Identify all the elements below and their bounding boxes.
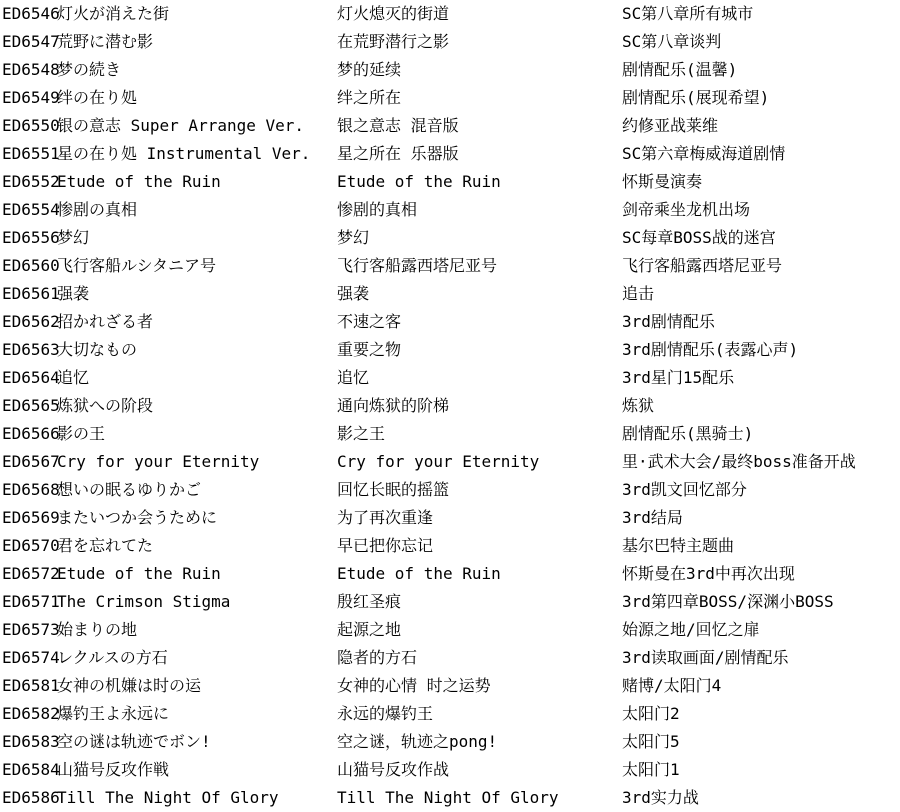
chinese-title: 女神的心情 时之运势 — [337, 676, 491, 695]
note: 太阳门5 — [622, 732, 680, 751]
chinese-title: Etude of the Ruin — [337, 172, 501, 191]
note: 太阳门2 — [622, 704, 680, 723]
japanese-title: 飞行客船ルシタニア号 — [57, 256, 216, 275]
chinese-title: 为了再次重逢 — [337, 508, 434, 527]
table-row — [2, 728, 900, 756]
japanese-title: 星の在り処 Instrumental Ver. — [57, 144, 311, 163]
japanese-title: またいつか会うために — [57, 508, 218, 527]
note: 剧情配乐(温馨) — [622, 60, 738, 79]
note: 追击 — [622, 284, 655, 303]
japanese-title: 始まりの地 — [57, 620, 138, 639]
track-id: ED6568 — [2, 480, 60, 499]
chinese-title: 梦的延续 — [337, 60, 402, 79]
japanese-title: 荒野に潜む影 — [57, 32, 154, 51]
table-row — [2, 336, 900, 364]
table-row — [2, 252, 900, 280]
japanese-title: 招かれざる者 — [57, 312, 154, 331]
table-row — [2, 672, 900, 700]
note: 炼狱 — [622, 396, 655, 415]
chinese-title: 殷红圣痕 — [337, 592, 402, 611]
japanese-title: Till The Night Of Glory — [57, 788, 279, 807]
chinese-title: 梦幻 — [337, 228, 370, 247]
japanese-title: 炼狱への阶段 — [57, 396, 154, 415]
note: 剧情配乐(展现希望) — [622, 88, 770, 107]
track-id: ED6581 — [2, 676, 60, 695]
track-id: ED6583 — [2, 732, 60, 751]
chinese-title: 早已把你忘记 — [337, 536, 434, 555]
track-id: ED6563 — [2, 340, 60, 359]
japanese-title: 女神の机嫌は时の运 — [57, 676, 202, 695]
note: 3rd第四章BOSS/深渊小BOSS — [622, 592, 834, 611]
table-row — [2, 140, 900, 168]
table-row — [2, 560, 900, 588]
table-row — [2, 532, 900, 560]
chinese-title: Till The Night Of Glory — [337, 788, 559, 807]
track-id: ED6550 — [2, 116, 60, 135]
table-row — [2, 476, 900, 504]
table-row — [2, 784, 900, 812]
table-row — [2, 504, 900, 532]
chinese-title: 飞行客船露西塔尼亚号 — [337, 256, 498, 275]
note: 3rd剧情配乐(表露心声) — [622, 340, 799, 359]
track-id: ED6572 — [2, 564, 60, 583]
track-id: ED6565 — [2, 396, 60, 415]
table-row — [2, 756, 900, 784]
japanese-title: 爆钓王よ永远に — [57, 704, 170, 723]
track-id: ED6574 — [2, 648, 60, 667]
japanese-title: 想いの眠るゆりかご — [57, 480, 202, 499]
chinese-title: 隐者的方石 — [337, 648, 418, 667]
chinese-title: 回忆长眠的摇篮 — [337, 480, 450, 499]
chinese-title: 强袭 — [337, 284, 370, 303]
track-id: ED6570 — [2, 536, 60, 555]
note: 太阳门1 — [622, 760, 680, 779]
japanese-title: Cry for your Eternity — [57, 452, 260, 471]
track-id: ED6546 — [2, 4, 60, 23]
track-id: ED6551 — [2, 144, 60, 163]
table-row — [2, 0, 900, 28]
chinese-title: 绊之所在 — [337, 88, 402, 107]
japanese-title: 银の意志 Super Arrange Ver. — [57, 116, 305, 135]
table-row — [2, 280, 900, 308]
japanese-title: レクルスの方石 — [57, 648, 168, 667]
japanese-title: 君を忘れてた — [57, 536, 154, 555]
note: SC第六章梅威海道剧情 — [622, 144, 786, 163]
track-id: ED6560 — [2, 256, 60, 275]
note: 3rd读取画面/剧情配乐 — [622, 648, 789, 667]
track-id: ED6584 — [2, 760, 60, 779]
note: 3rd凯文回忆部分 — [622, 480, 747, 499]
chinese-title: 银之意志 混音版 — [337, 116, 459, 135]
note: SC第八章所有城市 — [622, 4, 754, 23]
table-row — [2, 420, 900, 448]
japanese-title: Etude of the Ruin — [57, 172, 221, 191]
note: 3rd实力战 — [622, 788, 699, 807]
track-id: ED6566 — [2, 424, 60, 443]
note: SC每章BOSS战的迷宫 — [622, 228, 776, 247]
chinese-title: 重要之物 — [337, 340, 402, 359]
track-id: ED6549 — [2, 88, 60, 107]
table-row — [2, 28, 900, 56]
track-id: ED6548 — [2, 60, 60, 79]
note: 约修亚战莱维 — [622, 116, 719, 135]
note: 剧情配乐(黑骑士) — [622, 424, 754, 443]
table-row — [2, 168, 900, 196]
note: 基尔巴特主题曲 — [622, 536, 735, 555]
track-id: ED6554 — [2, 200, 60, 219]
table-row — [2, 112, 900, 140]
chinese-title: 起源之地 — [337, 620, 402, 639]
japanese-title: 梦幻 — [57, 228, 90, 247]
table-row — [2, 700, 900, 728]
japanese-title: Etude of the Ruin — [57, 564, 221, 583]
chinese-title: 在荒野潜行之影 — [337, 32, 450, 51]
track-id: ED6573 — [2, 620, 60, 639]
table-row — [2, 308, 900, 336]
note: 3rd剧情配乐 — [622, 312, 715, 331]
chinese-title: 不速之客 — [337, 312, 402, 331]
table-row — [2, 644, 900, 672]
note: 飞行客船露西塔尼亚号 — [622, 256, 783, 275]
japanese-title: 灯火が消えた街 — [57, 4, 170, 23]
track-id: ED6564 — [2, 368, 60, 387]
japanese-title: 空の谜は轨迹でボン! — [57, 732, 211, 751]
track-id: ED6571 — [2, 592, 60, 611]
chinese-title: 永远的爆钓王 — [337, 704, 434, 723]
chinese-title: 星之所在 乐器版 — [337, 144, 459, 163]
note: 始源之地/回忆之扉 — [622, 620, 760, 639]
table-row — [2, 616, 900, 644]
table-row — [2, 196, 900, 224]
chinese-title: Cry for your Eternity — [337, 452, 540, 471]
chinese-title: 山猫号反攻作战 — [337, 760, 450, 779]
track-id: ED6582 — [2, 704, 60, 723]
japanese-title: The Crimson Stigma — [57, 592, 231, 611]
chinese-title: 惨剧的真相 — [337, 200, 418, 219]
track-id: ED6547 — [2, 32, 60, 51]
table-row — [2, 392, 900, 420]
table-row — [2, 364, 900, 392]
chinese-title: 灯火熄灭的街道 — [337, 4, 450, 23]
chinese-title: 空之谜，轨迹之pong! — [337, 732, 498, 751]
note: 剑帝乘坐龙机出场 — [622, 200, 751, 219]
note: 3rd星门15配乐 — [622, 368, 735, 387]
chinese-title: 影之王 — [337, 424, 386, 443]
track-id: ED6569 — [2, 508, 60, 527]
japanese-title: 大切なもの — [57, 340, 138, 359]
track-id: ED6552 — [2, 172, 60, 191]
chinese-title: 追忆 — [337, 368, 370, 387]
note: 赌博/太阳门4 — [622, 676, 722, 695]
note: 3rd结局 — [622, 508, 683, 527]
table-row — [2, 448, 900, 476]
track-id: ED6562 — [2, 312, 60, 331]
track-id: ED6586 — [2, 788, 60, 807]
japanese-title: 山猫号反攻作戦 — [57, 760, 170, 779]
japanese-title: 影の王 — [57, 424, 106, 443]
table-row — [2, 84, 900, 112]
japanese-title: 绊の在り処 — [57, 88, 138, 107]
table-row — [2, 56, 900, 84]
table-row — [2, 224, 900, 252]
track-id: ED6561 — [2, 284, 60, 303]
track-id: ED6567 — [2, 452, 60, 471]
japanese-title: 梦の続き — [57, 60, 122, 79]
japanese-title: 惨剧の真相 — [57, 200, 138, 219]
japanese-title: 追忆 — [57, 368, 90, 387]
track-id: ED6556 — [2, 228, 60, 247]
note: 怀斯曼演奏 — [622, 172, 703, 191]
chinese-title: 通向炼狱的阶梯 — [337, 396, 450, 415]
japanese-title: 强袭 — [57, 284, 90, 303]
note: SC第八章谈判 — [622, 32, 722, 51]
note: 怀斯曼在3rd中再次出现 — [622, 564, 795, 583]
chinese-title: Etude of the Ruin — [337, 564, 501, 583]
note: 里·武术大会/最终boss准备开战 — [622, 452, 856, 471]
table-row — [2, 588, 900, 616]
